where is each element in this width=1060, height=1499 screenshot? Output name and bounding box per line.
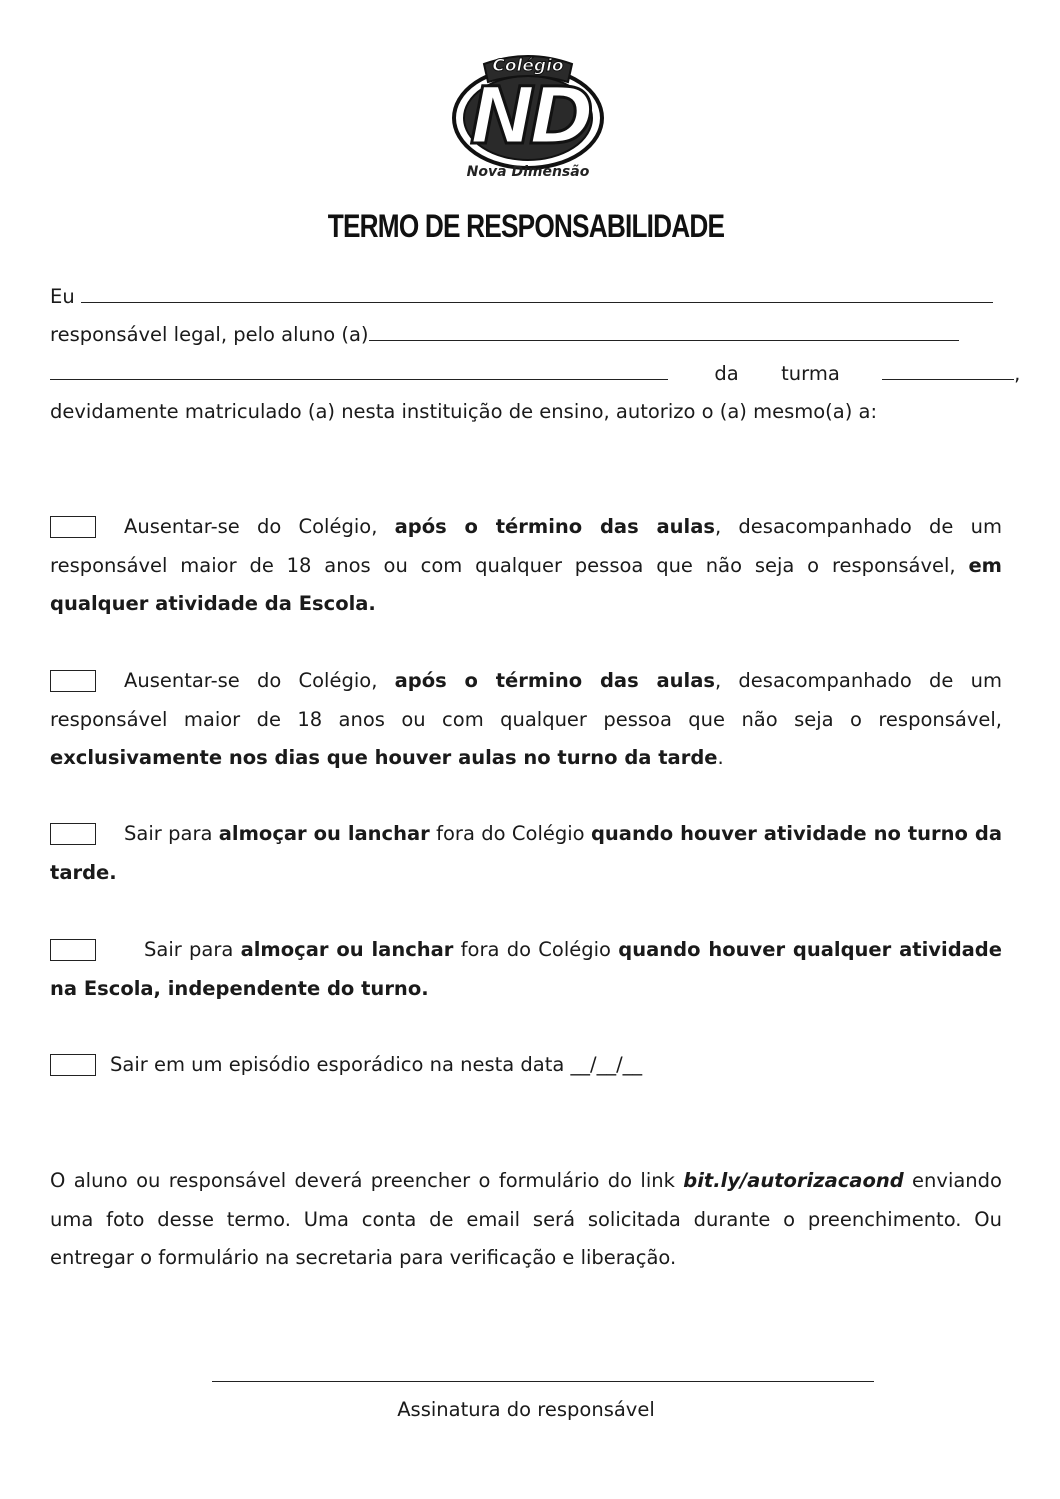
logo-monogram: ND bbox=[470, 72, 589, 162]
option-2-bold-a: após o término das aulas bbox=[394, 669, 715, 692]
notice-paragraph bbox=[50, 1162, 1002, 1278]
form-link[interactable]: bit.ly/autorizacaond bbox=[683, 1169, 904, 1192]
option-4-bold-a: almoçar ou lanchar bbox=[240, 938, 454, 961]
option-2 bbox=[50, 662, 1002, 778]
option-3-bold-a: almoçar ou lanchar bbox=[218, 822, 430, 845]
form-line-student bbox=[50, 322, 1002, 348]
option-2-text-c: . bbox=[717, 746, 724, 769]
page-title: TERMO DE RESPONSABILIDADE bbox=[327, 208, 725, 244]
student-blank-field[interactable] bbox=[369, 322, 959, 341]
option-1 bbox=[50, 508, 1002, 624]
line1-prefix: Eu bbox=[50, 285, 75, 308]
option-4-text-a: Sair para bbox=[144, 938, 241, 961]
name-blank-field[interactable] bbox=[81, 284, 993, 303]
option-3 bbox=[50, 815, 1002, 892]
class-blank-field[interactable] bbox=[882, 361, 1014, 380]
notice-text-b: enviando uma foto desse termo. Uma conta de email será solicitada durante o preenchimento. Ou entregar o formulário na secretaria para verificação e liberação. bbox=[50, 1169, 1002, 1269]
option-3-checkbox[interactable] bbox=[50, 823, 96, 845]
logo-school-name: Nova Dimensão bbox=[466, 164, 590, 180]
line3-turma: turma bbox=[781, 362, 840, 385]
option-1-bold-a: após o término das aulas bbox=[394, 515, 715, 538]
form-line-name bbox=[50, 284, 1002, 310]
option-4-bold-b: quando houver qualquer atividade na Escola, independente do turno. bbox=[50, 938, 1002, 1000]
option-3-text-a: Sair para bbox=[124, 822, 219, 845]
option-3-bold-b: quando houver atividade no turno da tarde. bbox=[50, 822, 1002, 884]
signature-line[interactable] bbox=[212, 1381, 874, 1382]
option-2-text-b: , desacompanhado de um responsável maior de 18 anos ou com qualquer pessoa que não seja o responsável, bbox=[50, 669, 1002, 731]
line3-da: da bbox=[714, 362, 739, 385]
school-logo bbox=[448, 50, 608, 190]
option-5 bbox=[50, 1046, 1002, 1085]
authorize-statement: devidamente matriculado (a) nesta instituição de ensino, autorizo o (a) mesmo(a) a: bbox=[50, 400, 878, 423]
form-line-class bbox=[50, 361, 1021, 387]
student-name-continuation-field[interactable] bbox=[50, 361, 668, 380]
line3-comma: , bbox=[1014, 362, 1021, 385]
option-1-text-a: Ausentar-se do Colégio, bbox=[124, 515, 395, 538]
line2-prefix: responsável legal, pelo aluno (a) bbox=[50, 323, 369, 346]
option-1-bold-b: em qualquer atividade da Escola. bbox=[50, 553, 1002, 615]
signature-label: Assinatura do responsável bbox=[397, 1398, 655, 1421]
option-4 bbox=[50, 931, 1002, 1008]
option-5-text: Sair em um episódio esporádico na nesta data __/__/__ bbox=[110, 1053, 643, 1076]
notice-text-a: O aluno ou responsável deverá preencher o formulário do link bbox=[50, 1169, 684, 1192]
option-1-checkbox[interactable] bbox=[50, 516, 96, 538]
option-2-checkbox[interactable] bbox=[50, 670, 96, 692]
option-4-checkbox[interactable] bbox=[50, 939, 96, 961]
option-3-text-b: fora do Colégio bbox=[429, 822, 591, 845]
form-line-authorize bbox=[50, 399, 1002, 425]
option-1-text-b: , desacompanhado de um responsável maior de 18 anos ou com qualquer pessoa que não seja o responsável, bbox=[50, 515, 1002, 577]
option-5-checkbox[interactable] bbox=[50, 1054, 96, 1076]
logo-colegio-text: Colégio bbox=[492, 56, 564, 76]
option-2-bold-b: exclusivamente nos dias que houver aulas no turno da tarde bbox=[50, 746, 718, 769]
option-4-text-b: fora do Colégio bbox=[453, 938, 619, 961]
option-2-text-a: Ausentar-se do Colégio, bbox=[124, 669, 395, 692]
